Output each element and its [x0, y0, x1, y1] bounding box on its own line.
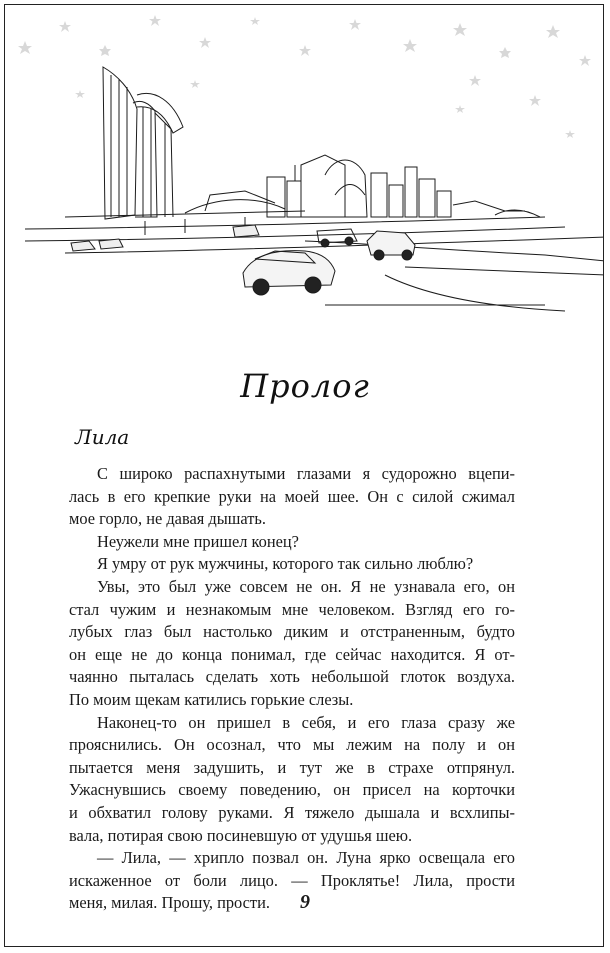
paragraph — [69, 531, 515, 554]
text-line: стал чужим и незнакомым мне человеком. Взгляд его го- — [69, 599, 515, 619]
text-line: Увы, это был уже совсем не он. Я не узнавала его, он — [97, 576, 515, 596]
paragraph — [69, 825, 515, 848]
text-line: С широко распахнутыми глазами я судорожно вцепи- — [97, 464, 515, 483]
skyline — [25, 67, 604, 311]
text-line: искаженное от боли лицо. — Проклятье! Лила, прости — [69, 870, 515, 890]
city-skyline-illustration — [5, 5, 604, 335]
body-text — [69, 463, 515, 915]
text-line: лась в его крепкие руки на моей шее. Он с силой сжимал — [69, 486, 515, 506]
text-line: Неужели мне пришел конец? — [97, 531, 299, 551]
text-line: вала, потирая свою посиневшую от удушья шею. — [69, 825, 413, 845]
book-page — [4, 4, 604, 947]
text-line: По моим щекам катились горькие слезы. — [69, 689, 354, 709]
paragraph — [69, 553, 515, 576]
text-line: пытается меня задушить, и тут же в страхе отпрянул. — [69, 757, 515, 777]
paragraph — [69, 847, 515, 892]
paragraph — [69, 689, 515, 712]
text-line: мое горло, не давая дышать. — [69, 509, 266, 529]
text-line: — Лила, — хрипло позвал он. Луна ярко освещала его — [97, 848, 515, 868]
pov-character-name: Лила — [75, 425, 130, 449]
text-line: Ужаснувшись своему поведению, он присел на корточки — [69, 780, 515, 800]
text-line: прояснились. Он осознал, что мы лежим на полу и он — [69, 735, 515, 755]
paragraph — [69, 576, 515, 689]
text-line: меня, милая. Прошу, прости. — [69, 893, 270, 913]
text-line: он еще не до конца понимал, где сейчас находится. Я от- — [69, 644, 515, 664]
text-line: Я умру от рук мужчины, которого так сильно люблю? — [97, 554, 474, 574]
text-line: лубых глаз был настолько диким и отстраненным, будто — [69, 622, 515, 642]
paragraph — [69, 463, 515, 508]
page-number: 9 — [300, 891, 310, 913]
text-line: чаянно пыталась сделать хоть небольшой глоток воздуха. — [69, 667, 515, 687]
chapter-title: Пролог — [240, 367, 370, 405]
paragraph — [69, 508, 515, 531]
paragraph — [69, 712, 515, 825]
text-line: Наконец-то он пришел в себя, и его глаза сразу же — [97, 712, 515, 732]
text-line: и обхватил голову руками. Я тяжело дышала и всхлипы- — [69, 802, 515, 822]
